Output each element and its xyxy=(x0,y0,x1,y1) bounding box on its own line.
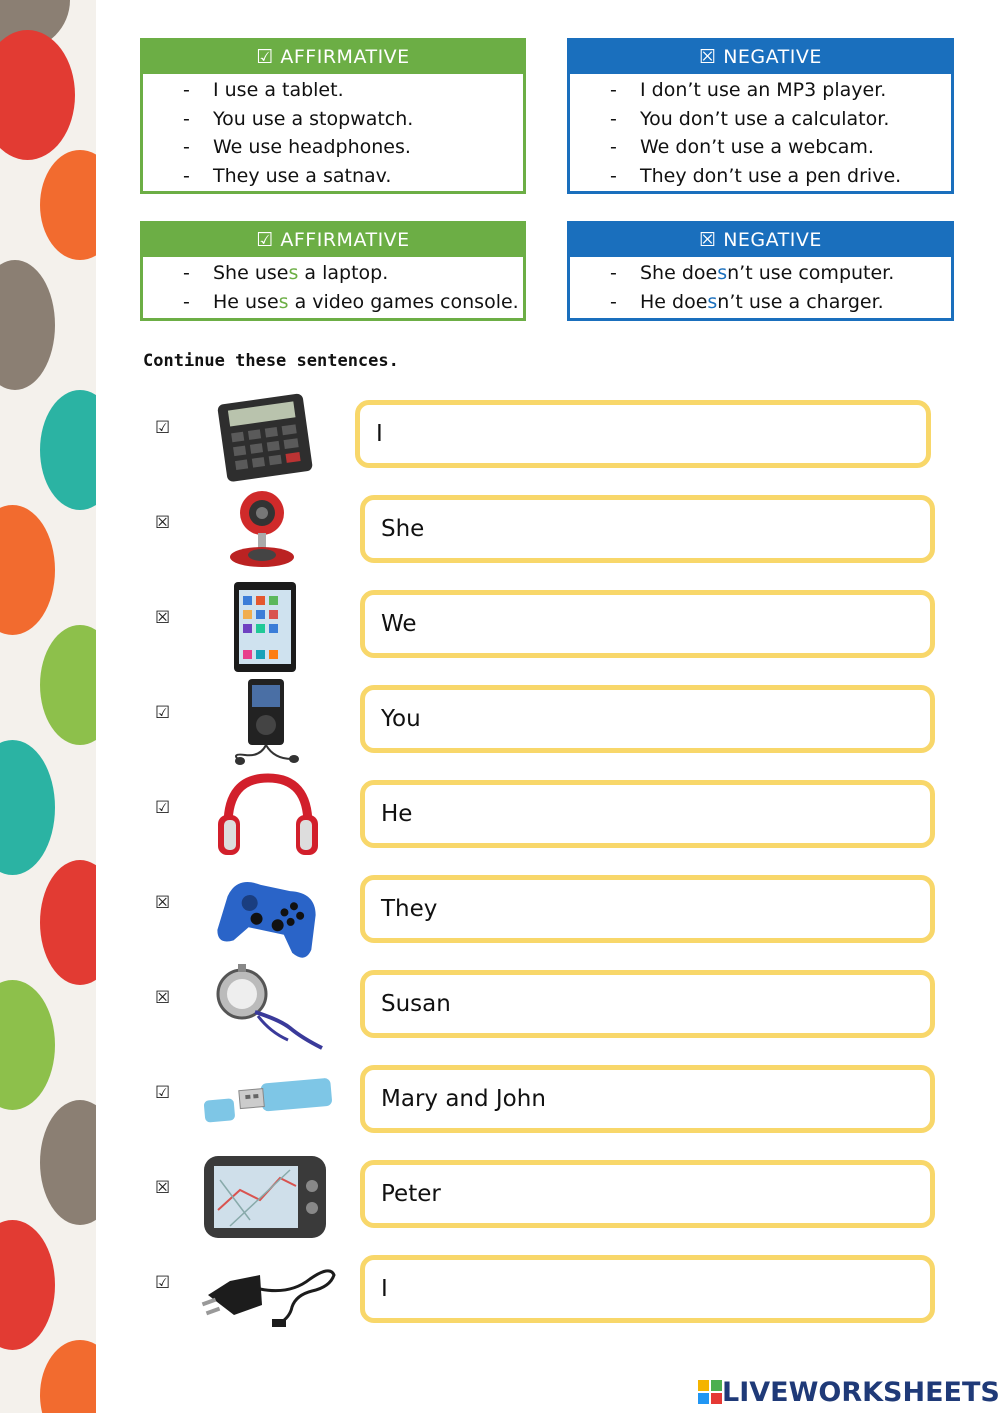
example-line: - They don’t use a pen drive. xyxy=(610,164,902,187)
exercise-row xyxy=(0,960,1000,1055)
tablet-icon xyxy=(200,580,340,675)
affirmative-box-third-person xyxy=(140,221,526,321)
checkbox-mark: ☑ xyxy=(155,703,171,723)
webcam-icon xyxy=(200,485,340,580)
pen-drive-icon xyxy=(200,1055,340,1150)
headphones-icon xyxy=(200,770,340,865)
sentence-start: We xyxy=(381,611,417,637)
exercise-row xyxy=(0,1055,1000,1150)
exercise-row xyxy=(0,1245,1000,1340)
suffix-highlight: s xyxy=(278,290,289,313)
answer-field[interactable] xyxy=(360,590,935,658)
mp3-player-icon xyxy=(200,675,340,770)
sentence-start: Peter xyxy=(381,1181,441,1207)
answer-field[interactable] xyxy=(355,400,931,468)
suffix-highlight: s xyxy=(717,262,728,284)
example-line: - We use headphones. xyxy=(183,136,411,158)
checkbox-mark: ☒ xyxy=(155,988,171,1008)
checkbox-mark: ☑ xyxy=(155,1083,171,1103)
example-line: - They use a satnav. xyxy=(183,164,392,187)
answer-field[interactable] xyxy=(360,685,935,753)
example-line: - She uses a laptop. xyxy=(183,262,389,284)
answer-field[interactable] xyxy=(360,1065,935,1133)
sentence-start: He xyxy=(381,801,413,827)
exercise-row xyxy=(0,390,1000,485)
example-line: - You use a stopwatch. xyxy=(183,107,414,130)
exercise-row xyxy=(0,770,1000,865)
sentence-start: You xyxy=(381,706,421,732)
sentence-start: They xyxy=(381,896,438,922)
checkbox-mark: ☑ xyxy=(155,1273,171,1293)
brand-name: LIVEWORKSHEETS xyxy=(722,1376,1000,1408)
satnav-icon xyxy=(200,1150,340,1245)
answer-field[interactable] xyxy=(360,1255,935,1323)
box-header: ☑ AFFIRMATIVE xyxy=(143,224,523,257)
exercise-row xyxy=(0,675,1000,770)
box-header: ☑ AFFIRMATIVE xyxy=(143,41,523,74)
example-line: - He doesn’t use a charger. xyxy=(610,290,884,313)
exercise-row xyxy=(0,580,1000,675)
stopwatch-icon xyxy=(200,960,340,1055)
box-header: ☒ NEGATIVE xyxy=(570,224,951,257)
sentence-start: She xyxy=(381,516,425,542)
negative-box-plural xyxy=(567,38,954,194)
box-header: ☒ NEGATIVE xyxy=(570,41,951,74)
example-line: - He uses a video games console. xyxy=(183,290,519,313)
example-line: - We don’t use a webcam. xyxy=(610,136,874,158)
answer-field[interactable] xyxy=(360,495,935,563)
game-controller-icon xyxy=(200,865,340,960)
exercise-row xyxy=(0,485,1000,580)
sentence-start: Mary and John xyxy=(381,1086,546,1112)
example-line: - She doesn’t use computer. xyxy=(610,262,895,284)
calculator-icon xyxy=(200,390,340,485)
liveworksheets-logo-icon xyxy=(698,1380,722,1404)
suffix-highlight: s xyxy=(707,290,718,313)
exercise-row xyxy=(0,1150,1000,1245)
sentence-start: Susan xyxy=(381,991,451,1017)
answer-field[interactable] xyxy=(360,875,935,943)
checkbox-mark: ☒ xyxy=(155,513,171,533)
checkbox-mark: ☒ xyxy=(155,608,171,628)
checkbox-mark: ☑ xyxy=(155,418,171,438)
charger-icon xyxy=(200,1245,340,1340)
example-line: - You don’t use a calculator. xyxy=(610,107,890,130)
example-line: - I use a tablet. xyxy=(183,79,344,101)
sentence-start: I xyxy=(376,421,383,447)
sentence-start: I xyxy=(381,1276,388,1302)
answer-field[interactable] xyxy=(360,1160,935,1228)
answer-field[interactable] xyxy=(360,780,935,848)
suffix-highlight: s xyxy=(288,262,299,284)
instruction-text: Continue these sentences. xyxy=(143,351,399,371)
checkbox-mark: ☑ xyxy=(155,798,171,818)
answer-field[interactable] xyxy=(360,970,935,1038)
example-line: - I don’t use an MP3 player. xyxy=(610,79,887,101)
checkbox-mark: ☒ xyxy=(155,1178,171,1198)
exercise-row xyxy=(0,865,1000,960)
checkbox-mark: ☒ xyxy=(155,893,171,913)
liveworksheets-logo xyxy=(698,1376,1000,1408)
affirmative-box-plural xyxy=(140,38,526,194)
negative-box-third-person xyxy=(567,221,954,321)
